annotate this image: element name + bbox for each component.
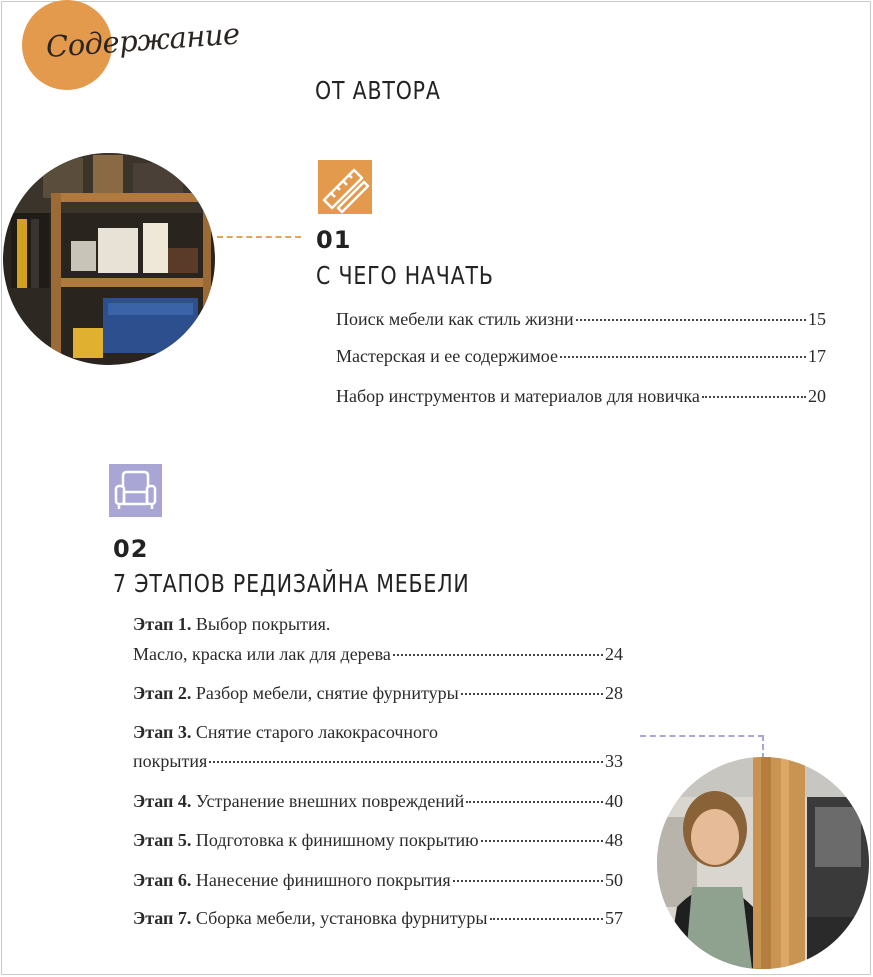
stage-label: Этап 4. xyxy=(133,791,192,811)
entry-label xyxy=(133,791,464,812)
leader-dots xyxy=(461,693,603,695)
toc-entry[interactable] xyxy=(133,644,623,665)
author-section-link[interactable]: ОТ АВТОРА xyxy=(315,76,441,105)
toc-entry[interactable] xyxy=(336,346,826,367)
stage-text: Снятие старого лакокрасочного xyxy=(195,722,438,742)
entry-label: покрытия xyxy=(133,751,208,771)
connector-line-lavender-vertical xyxy=(762,735,764,759)
toc-entry[interactable] xyxy=(133,751,623,772)
stage-label: Этап 7. xyxy=(133,908,192,928)
armchair-icon xyxy=(109,464,162,517)
stage-text: Выбор покрытия. xyxy=(195,614,331,634)
toc-entry[interactable] xyxy=(133,683,623,704)
entry-label: Мастерская и ее содержимое xyxy=(336,346,558,366)
leader-dots xyxy=(466,801,603,803)
toc-entry[interactable] xyxy=(133,830,623,851)
stage-label: Этап 5. xyxy=(133,830,192,850)
craftswoman-photo xyxy=(657,757,869,969)
connector-line-orange xyxy=(217,236,301,238)
leader-dots xyxy=(560,356,806,358)
stage-text: Сборка мебели, установка фурнитуры xyxy=(195,908,488,928)
leader-dots xyxy=(393,654,603,656)
toc-entry[interactable] xyxy=(133,870,623,891)
entry-page: 33 xyxy=(605,751,623,771)
section-title-1[interactable]: С ЧЕГО НАЧАТЬ xyxy=(316,261,494,290)
stage-text: Разбор мебели, снятие фурнитуры xyxy=(195,683,459,703)
entry-label: Поиск мебели как стиль жизни xyxy=(336,309,574,329)
entry-label xyxy=(133,908,488,929)
stage-text: Устранение внешних повреждений xyxy=(195,791,465,811)
leader-dots xyxy=(481,840,603,842)
section-number-01: 01 xyxy=(316,226,352,254)
entry-page: 20 xyxy=(808,386,826,406)
leader-dots xyxy=(209,761,603,763)
entry-page: 15 xyxy=(808,309,826,329)
leader-dots xyxy=(490,918,603,920)
leader-dots xyxy=(453,880,603,882)
toc-entry[interactable] xyxy=(133,908,623,929)
stage-label: Этап 2. xyxy=(133,683,192,703)
page-title: Содержание xyxy=(44,16,241,64)
entry-label xyxy=(133,683,459,704)
entry-page: 57 xyxy=(605,908,623,928)
leader-dots xyxy=(576,319,806,321)
entry-label: Масло, краска или лак для дерева xyxy=(133,644,391,664)
entry-label xyxy=(133,830,479,851)
toc-entry-line[interactable] xyxy=(133,722,438,743)
toc-entry[interactable] xyxy=(133,791,623,812)
stage-label: Этап 3. xyxy=(133,722,192,742)
stage-text: Подготовка к финишному покрытию xyxy=(195,830,479,850)
entry-page: 50 xyxy=(605,870,623,890)
connector-line-lavender xyxy=(640,735,764,737)
entry-page: 24 xyxy=(605,644,623,664)
leader-dots xyxy=(702,396,806,398)
entry-page: 28 xyxy=(605,683,623,703)
entry-label: Набор инструментов и материалов для новичка xyxy=(336,386,700,406)
stage-label: Этап 1. xyxy=(133,614,192,634)
section-number-02: 02 xyxy=(113,535,149,563)
workshop-photo xyxy=(3,153,215,365)
toc-entry[interactable] xyxy=(336,386,826,407)
entry-page: 17 xyxy=(808,346,826,366)
ruler-pencil-icon xyxy=(318,160,372,214)
entry-label xyxy=(133,870,451,891)
section-title-2[interactable]: 7 ЭТАПОВ РЕДИЗАЙНА МЕБЕЛИ xyxy=(113,569,470,598)
toc-entry[interactable] xyxy=(336,309,826,330)
toc-entry-line[interactable] xyxy=(133,614,330,635)
stage-text: Нанесение финишного покрытия xyxy=(195,870,451,890)
entry-page: 48 xyxy=(605,830,623,850)
entry-page: 40 xyxy=(605,791,623,811)
stage-label: Этап 6. xyxy=(133,870,192,890)
